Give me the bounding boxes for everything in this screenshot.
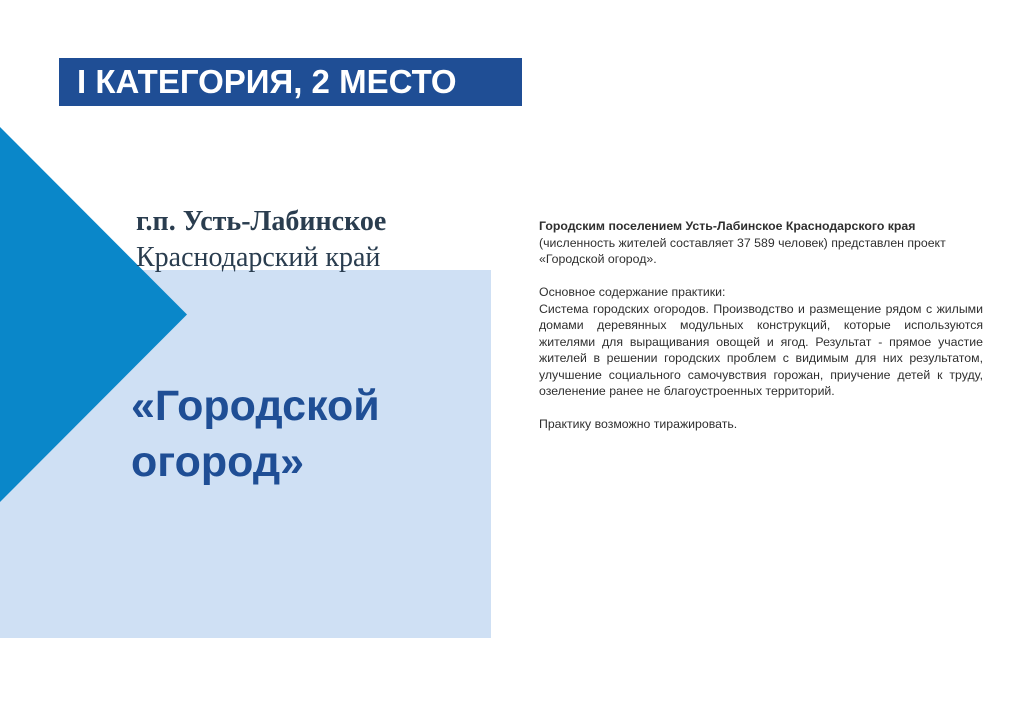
project-description (539, 218, 983, 433)
description-content-heading: Основное содержание практики: (539, 285, 726, 299)
category-banner: I КАТЕГОРИЯ, 2 МЕСТО (59, 58, 522, 106)
description-intro-bold: Городским поселением Усть-Лабинское Краснодарского края (539, 219, 916, 233)
description-intro (539, 218, 983, 268)
description-content-body: Система городских огородов. Производство и размещение рядом с жилыми домами деревянных модульных конструкций, которые используются жителями для выращивания овощей и ягод. Результат - прямое участие жителей в решении городских проблем с видимым для них результатом, улучшение социального самочувствия горожан, приучение детей к труду, озеленение ранее не благоустроенных территорий. (539, 301, 983, 398)
project-title-line-1: «Городской (131, 382, 380, 430)
description-conclusion: Практику возможно тиражировать. (539, 417, 738, 431)
locality-block (136, 204, 386, 276)
locality-region: Краснодарский край (136, 242, 381, 273)
locality-name: г.п. Усть-Лабинское (136, 206, 387, 237)
project-title-line-2: огород» (131, 438, 305, 486)
description-intro-rest: (численность жителей составляет 37 589 человек) представлен проект «Городской огород». (539, 235, 946, 266)
project-title (131, 378, 380, 490)
